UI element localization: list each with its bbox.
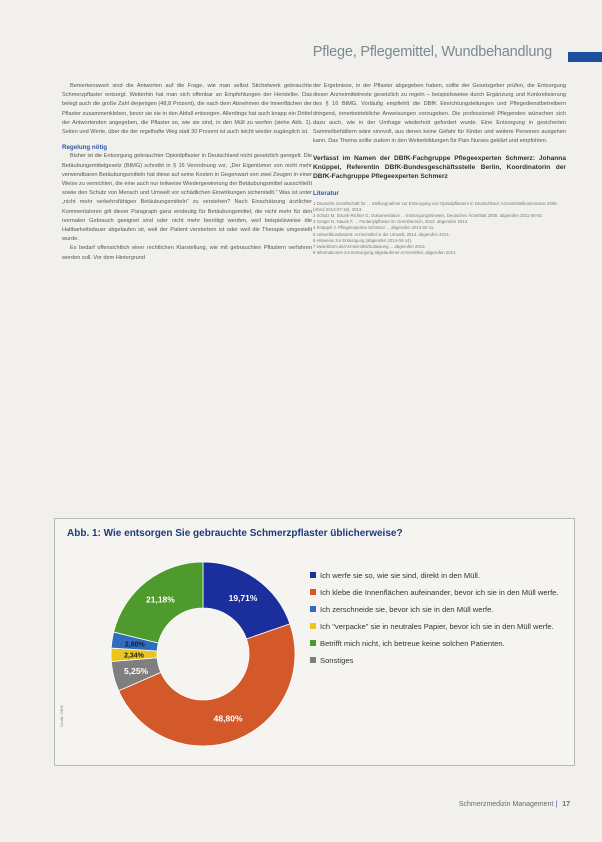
literature-item: 6 Hinweise zur Entsorgung (abgerufen 2014-04-14). bbox=[313, 237, 413, 243]
journal-name: Schmerzmedizin Management bbox=[458, 801, 554, 808]
slice-value-label: 2,80% bbox=[124, 641, 145, 649]
legend-item bbox=[310, 655, 560, 666]
legend-label: Ich "verpacke" sie in neutrales Papier, bevor ich sie in den Müll werfe. bbox=[320, 622, 554, 631]
slice-value-label: 48,80% bbox=[213, 713, 243, 724]
legend-item bbox=[310, 621, 560, 632]
slice-value-label: 21,18% bbox=[146, 594, 175, 605]
legend-swatch bbox=[310, 606, 316, 612]
section-subheading: Regelung nötig bbox=[62, 144, 108, 152]
legend-swatch bbox=[310, 640, 316, 646]
legend-item bbox=[310, 587, 560, 598]
literature-item: 5 Umweltbundesamt: Arzneimittel in der Umwelt, 2014. abgerufen 2014. bbox=[313, 231, 450, 237]
literature-item: 4 Knüppel J. Pflegeexperten Schmerz ... abgerufen 2013-02-11. bbox=[313, 225, 435, 231]
literature-item: 8 Informationen zur Entsorgung abgelaufener Arzneimittel, abgerufen 2014. bbox=[313, 250, 457, 256]
text-column-left bbox=[62, 82, 312, 263]
legend-item bbox=[310, 638, 560, 649]
slice-value-label: 5,25% bbox=[124, 665, 149, 676]
header-accent-bar bbox=[568, 52, 602, 62]
literature-item: 7 www.bfarm.de/Arzneimittel/Zulassung ... abgerufen 2013. bbox=[313, 244, 426, 250]
legend-swatch bbox=[310, 657, 316, 663]
literature-heading: Literatur bbox=[313, 190, 339, 198]
literature-list bbox=[313, 201, 566, 257]
image-credit: Grafik: DBfK bbox=[59, 704, 64, 727]
literature-item: 3 Gröger D, Nauck F, ... Fentanylpflaster im Grenzbereich, 2012. abgerufen 2013. bbox=[313, 219, 469, 225]
legend-label: Sonstiges bbox=[320, 656, 354, 665]
legend-swatch bbox=[310, 623, 316, 629]
paragraph: Es bedarf offensichtlich einer rechtlichen Klarstellung, wie mit gebrauchten Pflastern verfahren werden soll. Vor dem Hintergrund bbox=[62, 245, 312, 261]
legend-label: Betrifft mich nicht, ich betreue keine solchen Patienten. bbox=[320, 639, 505, 648]
paragraph: Bemerkenswert sind die Antworten auf die Frage, wie man selbst Stichelwerk gebrauchte Schmerzpflaster entsorgt. Weiterhin hat man sich offenbar an Empfehlungen der Hersteller. Das belegt auch die große Zahl derjenigen (48,8 Prozent), die nach dem Abnehmen die Innenflächen der Pflaster zusammenkleben, bevor sie sie in den Abfall entsorgen. Allerdings hat auch knapp ein Drittel der Antwortenden angegeben, die Pflaster so, wie sie sind, in den Müll zu werfen (siehe Abb. 1). Seiten und Werte, über die der regelhafte Weg statt 30 Prozent ist auch leicht wieder zugänglich ist. bbox=[62, 83, 312, 136]
paragraph: der Ergebnisse, in der Pflaster abgegeben haben, sollte der Gesetzgeber prüfen, die Entsorgung dieser Arzneimittelreste gesetzlich zu regeln – beispielsweise durch Ergänzung und Konkretisierung des § 16 BtMG. Vorläufig empfiehlt die DBfK Einrichtungsleitungen und Pflegedienstbetreibern dringend, innerbetriebliche Anweisungen vorzugeben. Die professionell Pflegenden wünschen sich dazu auch, wie in der Umfrage wiederholt gefordert wurde. Eine Entsorgung in gesicherten Sammelbehältern wäre sinnvoll, aus denen keine Gefahr für Kinder und weitere Personen ausgehen kann. Das Thema sollte zudem in den Weiterbildungen für Pain Nurses geklärt und empfohlen. bbox=[313, 83, 566, 145]
page-footer: Schmerzmedizin Management | 17 bbox=[458, 801, 570, 808]
author-note: Verfasst im Namen der DBfK-Fachgruppe Pflegeexperten Schmerz: Johanna Knüppel, Referentin DBfK-Bundesgeschäftsstelle Berlin, Koordinatorin der DBfK-Fachgruppe Pflegeexperten Schmerz bbox=[313, 155, 566, 181]
legend-label: Ich klebe die Innenflächen aufeinander, bevor ich sie in den Müll werfe. bbox=[320, 588, 559, 597]
page-number: 17 bbox=[562, 801, 570, 808]
slice-value-label: 19,71% bbox=[228, 592, 258, 603]
literature-item: 2 Schulz M, Strunk-Richter G, Dokumentation ... Entsorgungshinweis, Deutsches Ärzteblatt 2008. abgerufen 2011-05-02. bbox=[313, 213, 543, 219]
page-header-title: Pflege, Pflegemittel, Wundbehandlung bbox=[312, 44, 552, 60]
paragraph: Bisher ist die Entsorgung gebrauchter Opioidpflaster in Deutschland nicht gesetzlich geregelt. Die Betäubungsmittelgesetz (BtMG) schreibt in § 16 Verordnung vor, „Der Eigentümer von nicht mehr verwendbaren Betäubungsmitteln hat diese auf seine Kosten in Gegenwart von zwei Zeugen in einer Weise zu vernichten, die eine auch nur teilweise Wiedergewinnung der Betäubungsmittel ausschließt sowie den Schutz von Mensch und Umwelt vor schädlichen Einwirkungen sicherstellt.“ Was ist unter „nicht mehr verkehrsfähigen Betäubungsmitteln“ zu verstehen? Nach Einschätzung ärztlicher Kommentatoren gilt dieser Paragraph ganz eindeutig für Betäubungsmittel, die nicht mehr für den normalen Gebrauch geeignet sind oder nicht mehr benötigt werden, weil beispielsweise die Haltbarkeitsdauer abgelaufen ist, weil der Patient verstorben ist oder weil die Therapie umgestellt wurde. bbox=[62, 153, 312, 243]
legend-swatch bbox=[310, 589, 316, 595]
figure-title: Abb. 1: Wie entsorgen Sie gebrauchte Schmerzpflaster üblicherweise? bbox=[67, 528, 403, 539]
legend-item bbox=[310, 570, 560, 581]
legend-label: Ich werfe sie so, wie sie sind, direkt in den Müll. bbox=[320, 571, 480, 580]
legend-label: Ich zerschneide sie, bevor ich sie in den Müll werfe. bbox=[320, 605, 494, 614]
legend-item bbox=[310, 604, 560, 615]
text-column-right bbox=[313, 82, 566, 256]
legend-swatch bbox=[310, 572, 316, 578]
chart-legend bbox=[310, 570, 560, 672]
figure-box bbox=[54, 518, 575, 766]
literature-item: 1 Deutsche Gesellschaft für ... Stellungnahme zur Entsorgung von Opioidpflastern in Deutschland, Arzneimittelkommission 2006 (Abruf 2013-07-16). 2013. bbox=[313, 200, 557, 212]
slice-value-label: 2,34% bbox=[124, 652, 144, 660]
